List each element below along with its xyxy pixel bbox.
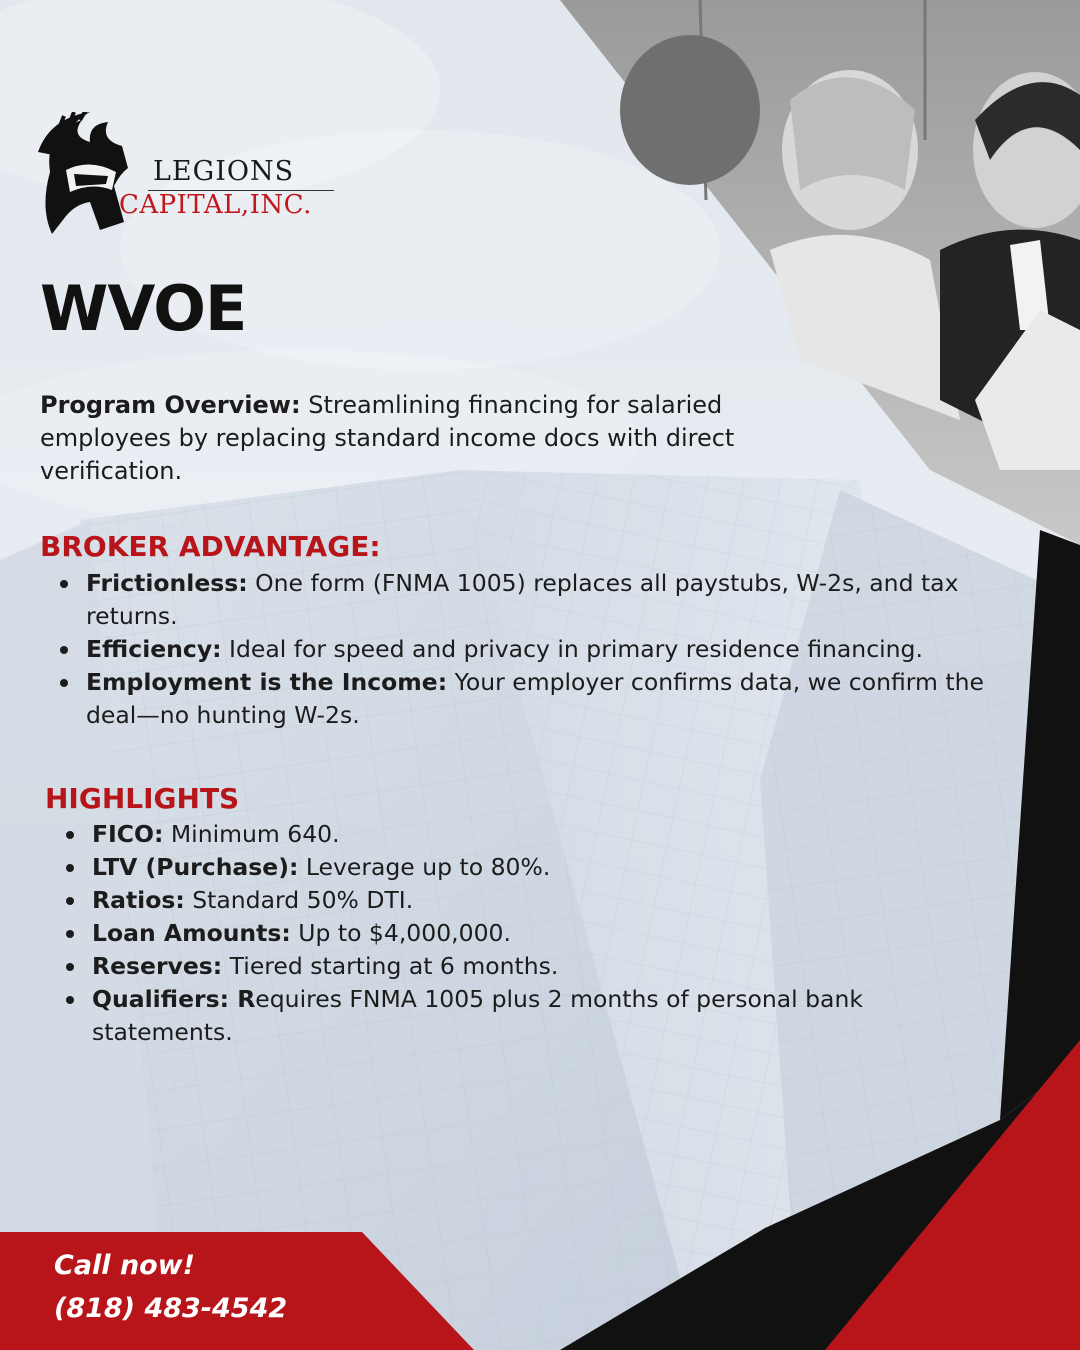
list-item — [66, 884, 966, 917]
highlights-heading: HIGHLIGHTS — [45, 782, 240, 815]
call-to-action — [54, 1244, 287, 1330]
page-title: WVOE — [40, 272, 247, 345]
list-item — [66, 917, 966, 950]
item-label: Frictionless: — [86, 569, 248, 597]
list-item — [66, 983, 966, 1049]
item-label: LTV (Purchase): — [92, 853, 299, 881]
list-item — [66, 851, 966, 884]
list-item — [60, 567, 1020, 633]
item-text: Standard 50% DTI. — [184, 886, 414, 914]
program-overview — [40, 389, 830, 488]
item-label: FICO: — [92, 820, 164, 848]
broker-advantage-heading: BROKER ADVANTAGE: — [40, 530, 381, 563]
cta-line1: Call now! — [54, 1250, 195, 1281]
list-item — [60, 633, 1020, 666]
item-text: Up to $4,000,000. — [290, 919, 511, 947]
list-item — [66, 818, 966, 851]
item-label: Employment is the Income: — [86, 668, 448, 696]
item-text: equires FNMA 1005 plus 2 months of personal bank statements. — [92, 985, 863, 1046]
overview-text: Streamlining financing for salaried employees by replacing standard income docs with direct verification. — [40, 391, 735, 485]
item-text: Leverage up to 80%. — [298, 853, 551, 881]
brand-logo — [30, 112, 350, 242]
item-text: One form (FNMA 1005) replaces all paystubs, W-2s, and tax returns. — [86, 569, 959, 630]
item-text: Minimum 640. — [163, 820, 340, 848]
item-text: Tiered starting at 6 months. — [222, 952, 559, 980]
list-item — [60, 666, 1020, 732]
brand-name-line2: CAPITAL,INC. — [119, 190, 312, 220]
brand-name-line1: LEGIONS — [153, 156, 295, 187]
overview-label: Program Overview: — [40, 391, 301, 419]
item-label: Reserves: — [92, 952, 223, 980]
phone-number[interactable]: (818) 483-4542 — [54, 1293, 288, 1324]
item-text: Ideal for speed and privacy in primary residence financing. — [221, 635, 923, 663]
item-text: Your employer confirms data, we confirm the deal—no hunting W-2s. — [86, 668, 984, 729]
item-label: Loan Amounts: — [92, 919, 291, 947]
item-label: Efficiency: — [86, 635, 222, 663]
item-label: Ratios: — [92, 886, 185, 914]
highlights-list — [66, 818, 966, 1049]
broker-advantage-list — [60, 567, 1020, 732]
item-label: Qualifiers: R — [92, 985, 256, 1013]
list-item — [66, 950, 966, 983]
